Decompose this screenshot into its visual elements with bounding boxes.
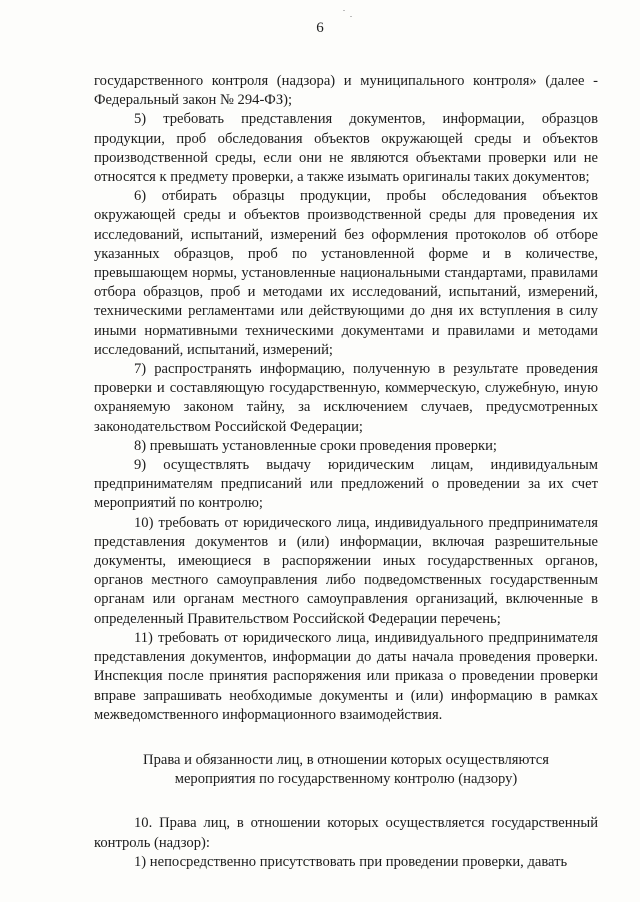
document-body (94, 72, 598, 872)
paragraph-item-5: 5) требовать представления документов, информации, образцов продукции, проб обследования объектов окружающей среды и объектов производственной среды, если они не являются объектами проверки или не относятся к предмету проверки, а также изымать оригиналы таких документов; (94, 111, 598, 186)
paragraph-clause-10: 10. Права лиц, в отношении которых осуществляется государственный контроль (надзор): (94, 815, 598, 851)
paragraph-item-8: 8) превышать установленные сроки проведения проверки; (134, 437, 497, 454)
paragraph-item-11: 11) требовать от юридического лица, индивидуального предпринимателя представления документов, информации до даты начала проведения проверки. Инспекция после принятия распоряжения или приказа о проведении проверки вправе запрашивать необходимые документы и (или) информацию в рамках межведомственного информационного взаимодействия. (94, 629, 598, 723)
scan-speck (343, 10, 345, 11)
section-heading (94, 751, 598, 789)
page-number: 6 (316, 20, 324, 36)
paragraph-item-10: 10) требовать от юридического лица, индивидуального предпринимателя представления документов и (или) информации, включая разрешительные документы, имеющиеся в распоряжении иных государственных органов, органов местного самоуправления либо подведомственных государственным органам или органам местного самоуправления организаций, включенные в определенный Правительством Российской Федерации перечень; (94, 514, 598, 627)
paragraph-subitem-1: 1) непосредственно присутствовать при проведении проверки, давать (134, 853, 568, 870)
paragraph-continuation: государственного контроля (надзора) и муниципального контроля» (далее - Федеральный закон № 294-ФЗ); (94, 73, 598, 109)
paragraph-item-9: 9) осуществлять выдачу юридическим лицам, индивидуальным предпринимателям предписаний или предложений о проведении за их счет мероприятий по контролю; (94, 457, 598, 512)
paragraph-item-6: 6) отбирать образцы продукции, пробы обследования объектов окружающей среды и объектов производственной среды для проведения их исследований, испытаний, измерений без оформления протоколов об отборе указанных образцов, проб по установленной форме и в количестве, превышающем нормы, установленные национальными стандартами, правилами отбора образцов, проб и методами их исследований, испытаний, измерений, техническими регламентами или действующими до дня их вступления в силу иными нормативными техническими документами и правилами и методами исследований, испытаний, измерений; (94, 188, 598, 358)
paragraph-item-7: 7) распространять информацию, полученную в результате проведения проверки и составляющую государственную, коммерческую, служебную, иную охраняемую законом тайну, за исключением случаев, предусмотренных законодательством Российской Федерации; (94, 361, 598, 435)
scan-speck (350, 16, 352, 17)
section-heading-line-1: Права и обязанности лиц, в отношении которых осуществляются (143, 751, 549, 768)
section-heading-line-2: мероприятия по государственному контролю (надзору) (174, 771, 518, 788)
